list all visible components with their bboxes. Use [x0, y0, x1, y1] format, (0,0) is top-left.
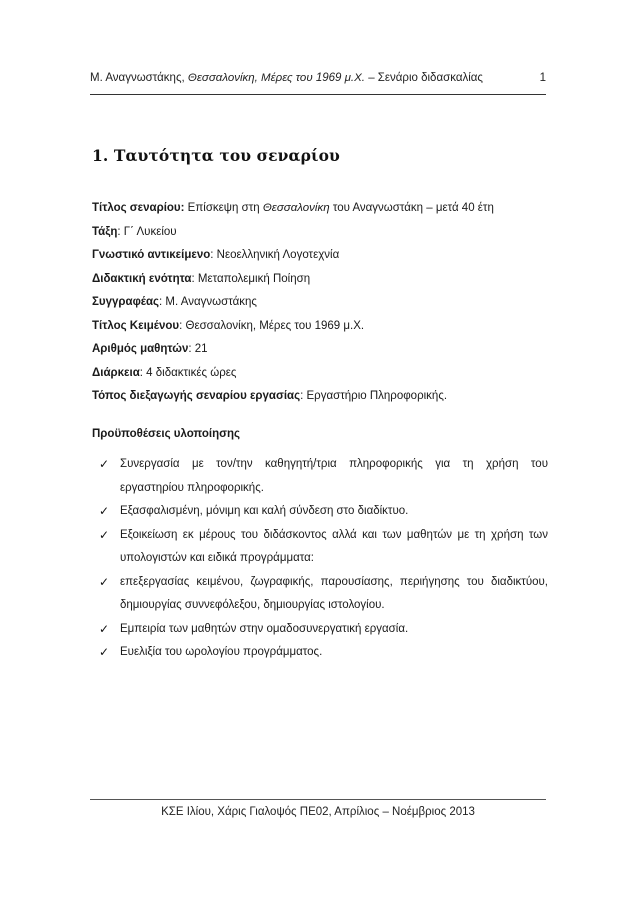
header-divider — [90, 94, 546, 95]
prerequisites-heading: Προϋποθέσεις υλοποίησης — [92, 428, 241, 440]
page-footer: ΚΣΕ Ιλίου, Χάρις Γιαλοψός ΠΕ02, Απρίλιος – Νοέμβριος 2013 — [161, 806, 475, 818]
list-item-line: δημιουργίας συννεφόλεξου, δημιουργίας ιστολογίου. — [120, 599, 385, 611]
list-item — [92, 453, 548, 500]
info-label: Συγγραφέας — [92, 296, 160, 308]
list-item-line: υπολογιστών και ειδικά προγράμματα: — [120, 552, 314, 564]
checkmark-icon: ✓ — [99, 504, 110, 518]
checkmark-icon: ✓ — [99, 527, 110, 542]
list-item — [92, 641, 548, 665]
list-item-line: εργαστηρίου πληροφορικής. — [120, 481, 264, 494]
checkmark-icon: ✓ — [99, 645, 110, 659]
list-item — [92, 571, 548, 618]
info-row-subject — [92, 248, 548, 272]
info-value: : 4 διδακτικές ώρες — [139, 366, 237, 379]
header-scenario: – Σενάριο διδασκαλίας — [368, 72, 483, 84]
list-item — [92, 618, 548, 642]
info-row-writer — [92, 295, 548, 319]
list-item-line: Εμπειρία των μαθητών στην ομαδοσυνεργατική εργασία. — [120, 622, 409, 635]
info-label: Τίτλος Κειμένου — [92, 319, 180, 332]
info-label: Αριθμός μαθητών — [92, 343, 189, 355]
info-label: Διδακτική ενότητα — [92, 272, 192, 285]
info-value: : Γ΄ Λυκείου — [117, 225, 177, 238]
info-row-duration — [92, 366, 548, 390]
list-item — [92, 500, 548, 524]
list-item-line: Εξοικείωση εκ μέρους του διδάσκοντος αλλά και των μαθητών με τη χρήση των — [120, 528, 548, 541]
info-row-class — [92, 225, 548, 249]
info-row-unit — [92, 272, 548, 296]
info-row-title — [92, 201, 548, 225]
info-label: Τίτλος σεναρίου: — [92, 202, 185, 214]
info-label: Διάρκεια — [92, 366, 140, 379]
info-value: : Μ. Αναγνωστάκης — [159, 296, 257, 308]
section-title: 1. Ταυτότητα του σεναρίου — [92, 146, 340, 165]
page-number: 1 — [539, 72, 546, 84]
header-text — [90, 72, 483, 84]
scenario-info — [92, 201, 548, 413]
page-header — [90, 72, 546, 84]
info-value: Επίσκεψη στη — [187, 202, 260, 214]
footer-divider — [90, 799, 546, 800]
checkmark-icon: ✓ — [99, 621, 110, 636]
info-value-italic: Θεσσαλονίκη — [262, 202, 330, 214]
list-item-line: επεξεργασίας κειμένου, ζωγραφικής, παρουσίασης, περιήγησης του διαδικτύου, — [120, 575, 548, 588]
checkmark-icon: ✓ — [99, 457, 110, 471]
info-value: : 21 — [188, 343, 208, 355]
info-row-place — [92, 389, 548, 413]
list-item-line: Ευελιξία του ωρολογίου προγράμματος. — [120, 646, 323, 658]
list-item-line: Συνεργασία με τον/την καθηγητή/τρια πληροφορικής για τη χρήση του — [120, 458, 548, 470]
prerequisites-list — [92, 453, 548, 665]
info-value: : Νεοελληνική Λογοτεχνία — [210, 249, 340, 261]
info-label: Γνωστικό αντικείμενο — [92, 249, 211, 261]
header-work-title: Θεσσαλονίκη, Μέρες του 1969 μ.Χ. — [187, 72, 365, 84]
info-label: Τόπος διεξαγωγής σεναρίου εργασίας — [92, 390, 301, 402]
info-value: : Μεταπολεμική Ποίηση — [191, 272, 311, 285]
header-author: Μ. Αναγνωστάκης, — [90, 72, 185, 84]
info-value: : Θεσσαλονίκη, Μέρες του 1969 μ.Χ. — [179, 319, 365, 332]
list-item-line: Εξασφαλισμένη, μόνιμη και καλή σύνδεση στο διαδίκτυο. — [120, 505, 409, 517]
list-item — [92, 524, 548, 571]
info-row-text — [92, 319, 548, 343]
info-value: : Εργαστήριο Πληροφορικής. — [300, 390, 448, 402]
info-value: του Αναγνωστάκη – μετά 40 έτη — [332, 202, 494, 214]
info-label: Τάξη — [92, 225, 118, 238]
checkmark-icon: ✓ — [99, 574, 110, 589]
info-row-students — [92, 342, 548, 366]
